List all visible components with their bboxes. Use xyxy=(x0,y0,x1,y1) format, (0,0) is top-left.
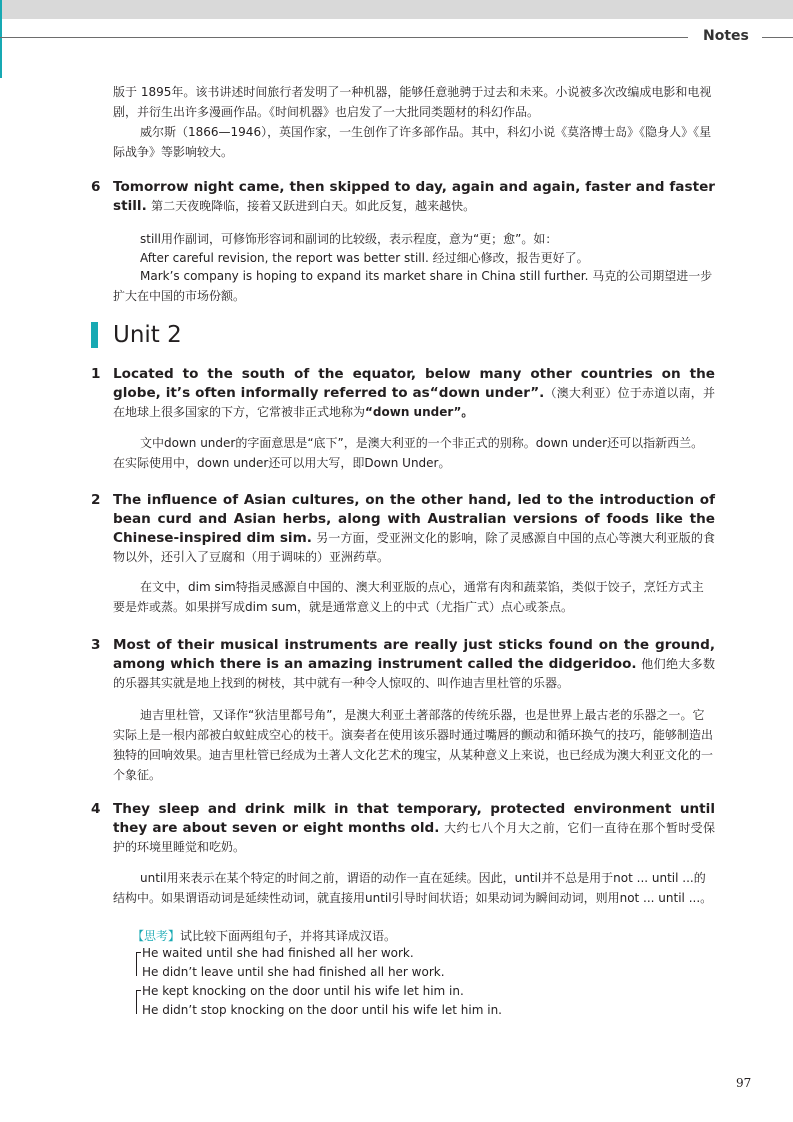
example-sentence: Mark’s company is hoping to expand its market share in China still further. 马克的公司期望进一步扩大在中国的市场份额。 xyxy=(113,269,713,303)
note-translation: 他们绝大多数的乐器其实就是地上找到的树枝，其中就有一种令人惊叹的、叫作迪吉里杜管的乐器。 xyxy=(113,657,715,690)
intro-paragraph-2: 威尔斯（1866—1946），英国作家，一生创作了许多部作品。其中，科幻小说《莫洛博士岛》《隐身人》《星际战争》等影响较大。 xyxy=(113,125,712,159)
note-3-explanation: 迪吉里杜管，又译作“狄洁里都号角”，是澳大利亚土著部落的传统乐器，也是世界上最古老的乐器之一。它实际上是一根内部被白蚁蛀成空心的枝干。演奏者在使用该乐器时通过嘴唇的颤动和循环换气的技巧，能够制造出独特的回响效果。迪吉里杜管已经成为土著人文化艺术的瑰宝，从某种意义上来说，也已经成为澳大利亚文化的一个象征。 xyxy=(113,708,714,782)
section-label: Notes xyxy=(703,28,749,44)
note-translation-term: “down under”。 xyxy=(365,405,474,419)
unit-title: Unit 2 xyxy=(113,322,182,348)
note-number: 6 xyxy=(91,179,101,195)
note-3 xyxy=(91,636,715,693)
note-4 xyxy=(91,800,715,857)
note-translation: 另一方面，受亚洲文化的影响，除了灵感源自中国的点心等澳大利亚版的食物以外，还引入了豆腐和（用于调味的）亚洲药草。 xyxy=(113,531,715,564)
note-sentence: Most of their musical instruments are really just sticks found on the ground, among which there is an amazing instrument called the didgeridoo. xyxy=(113,637,715,672)
think-prompt xyxy=(132,926,712,946)
note-1 xyxy=(91,365,715,422)
comparison-sentence: He didn’t stop knocking on the door until his wife let him in. xyxy=(142,1003,502,1017)
note-translation: 第二天夜晚降临，接着又跃进到白天。如此反复，越来越快。 xyxy=(151,199,476,213)
example-sentence: After careful revision, the report was better still. 经过细心修改，报告更好了。 xyxy=(140,251,589,265)
top-band xyxy=(0,0,793,19)
note-sentence: They sleep and drink milk in that temporary, protected environment until they are about seven or eight months old. xyxy=(113,801,715,836)
comparison-sentence: He kept knocking on the door until his wife let him in. xyxy=(142,984,464,998)
note-translation: （澳大利亚）位于赤道以南，并在地球上很多国家的下方，它常被非正式地称为 xyxy=(113,386,715,419)
header-rule xyxy=(0,37,688,38)
note-2-explanation: 在文中，dim sim特指灵感源自中国的、澳大利亚版的点心，通常有肉和蔬菜馅，类似于饺子，烹饪方式主要是炸或蒸。如果拼写成dim sum，就是通常意义上的中式（尤指广式）点心或茶点。 xyxy=(113,580,704,614)
intro-paragraph: 版于 1895年。该书讲述时间旅行者发明了一种机器，能够任意驰骋于过去和未来。小说被多次改编成电影和电视剧，并衍生出许多漫画作品。《时间机器》也启发了一大批同类题材的科幻作品。 xyxy=(113,85,712,119)
page-number: 97 xyxy=(736,1076,752,1090)
comparison-sentence: He waited until she had finished all her work. xyxy=(142,946,414,960)
header-rule-right xyxy=(762,37,793,38)
note-6 xyxy=(91,178,715,216)
note-6-explanation: still用作副词，可修饰形容词和副词的比较级，表示程度，意为“更；愈”。如： xyxy=(140,232,558,246)
bracket xyxy=(136,952,141,976)
bracket xyxy=(136,990,141,1014)
note-sentence: Located to the south of the equator, below many other countries on the globe, it’s often informally referred to as xyxy=(113,366,715,401)
note-number: 2 xyxy=(91,492,101,508)
note-number: 3 xyxy=(91,637,101,653)
note-translation: 大约七八个月大之前，它们一直待在那个暂时受保护的环境里睡觉和吃奶。 xyxy=(113,821,715,854)
accent-edge xyxy=(0,0,2,78)
note-sentence-end: “down under”. xyxy=(429,385,545,401)
note-sentence: The influence of Asian cultures, on the other hand, led to the introduction of bean curd and Asian herbs, along with Australian versions of foods like the Chinese-inspired dim sim. xyxy=(113,492,715,546)
unit-marker xyxy=(91,322,98,348)
note-4-explanation: until用来表示在某个特定的时间之前，谓语的动作一直在延续。因此，until并不总是用于not ... until ...的结构中。如果谓语动词是延续性动词，就直接用until引导时间状语；如果动词为瞬间动词，则用not ... until ...。 xyxy=(113,871,713,905)
note-1-explanation: 文中down under的字面意思是“底下”，是澳大利亚的一个非正式的别称。down under还可以指新西兰。在实际使用中，down under还可以用大写，即Down Under。 xyxy=(113,436,704,470)
note-number: 4 xyxy=(91,801,101,817)
note-sentence: Tomorrow night came, then skipped to day, again and again, faster and faster still. xyxy=(113,179,715,214)
comparison-sentence: He didn’t leave until she had finished all her work. xyxy=(142,965,445,979)
think-tag: 【思考】 xyxy=(132,929,181,943)
note-number: 1 xyxy=(91,366,101,382)
think-text: 试比较下面两组句子，并将其译成汉语。 xyxy=(180,929,397,943)
note-2 xyxy=(91,491,715,567)
